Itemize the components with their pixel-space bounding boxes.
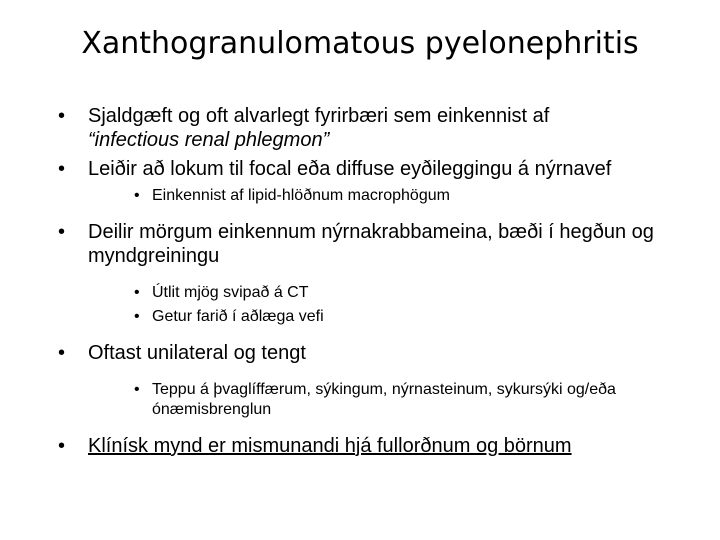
bullet-text: Klínísk mynd er mismunandi hjá fullorðnum og börnum	[88, 435, 572, 457]
bullet-text: Sjaldgæft og oft alvarlegt fyrirbæri sem einkennist af	[88, 105, 550, 127]
bullet-icon: •	[58, 105, 66, 127]
bullet-icon: •	[58, 221, 66, 243]
sub-bullet-item	[58, 307, 698, 327]
bullet-item	[58, 157, 698, 181]
slide-title: Xanthogranulomatous pyelonephritis	[81, 26, 639, 61]
bullet-icon: •	[58, 158, 66, 180]
bullet-item	[58, 220, 698, 268]
bullet-text: Leiðir að lokum til focal eða diffuse eyðileggingu á nýrnavef	[88, 158, 612, 180]
bullet-icon: •	[134, 308, 140, 325]
sub-bullet-text: Einkennist af lipid-hlöðnum macrophögum	[152, 187, 450, 204]
bullet-icon: •	[134, 381, 140, 398]
sub-bullet-item	[58, 380, 698, 420]
bullet-quote: “infectious renal phlegmon”	[88, 129, 330, 151]
bullet-text: Oftast unilateral og tengt	[88, 342, 306, 364]
bullet-icon: •	[134, 187, 140, 204]
bullet-item	[58, 434, 698, 458]
bullet-list	[58, 104, 698, 463]
sub-bullet-item	[58, 283, 698, 303]
bullet-icon: •	[58, 435, 66, 457]
sub-bullet-text: Teppu á þvaglíffærum, sýkingum, nýrnasteinum, sykursýki og/eða ónæmisbrenglun	[152, 381, 616, 418]
sub-bullet-item	[58, 186, 698, 206]
bullet-text: Deilir mörgum einkennum nýrnakrabbameina, bæði í hegðun og myndgreiningu	[88, 221, 654, 267]
sub-bullet-text: Útlit mjög svipað á CT	[152, 284, 309, 301]
bullet-icon: •	[58, 342, 66, 364]
bullet-item	[58, 104, 698, 152]
bullet-icon: •	[134, 284, 140, 301]
sub-bullet-text: Getur farið í aðlæga vefi	[152, 308, 324, 325]
bullet-item	[58, 341, 698, 365]
